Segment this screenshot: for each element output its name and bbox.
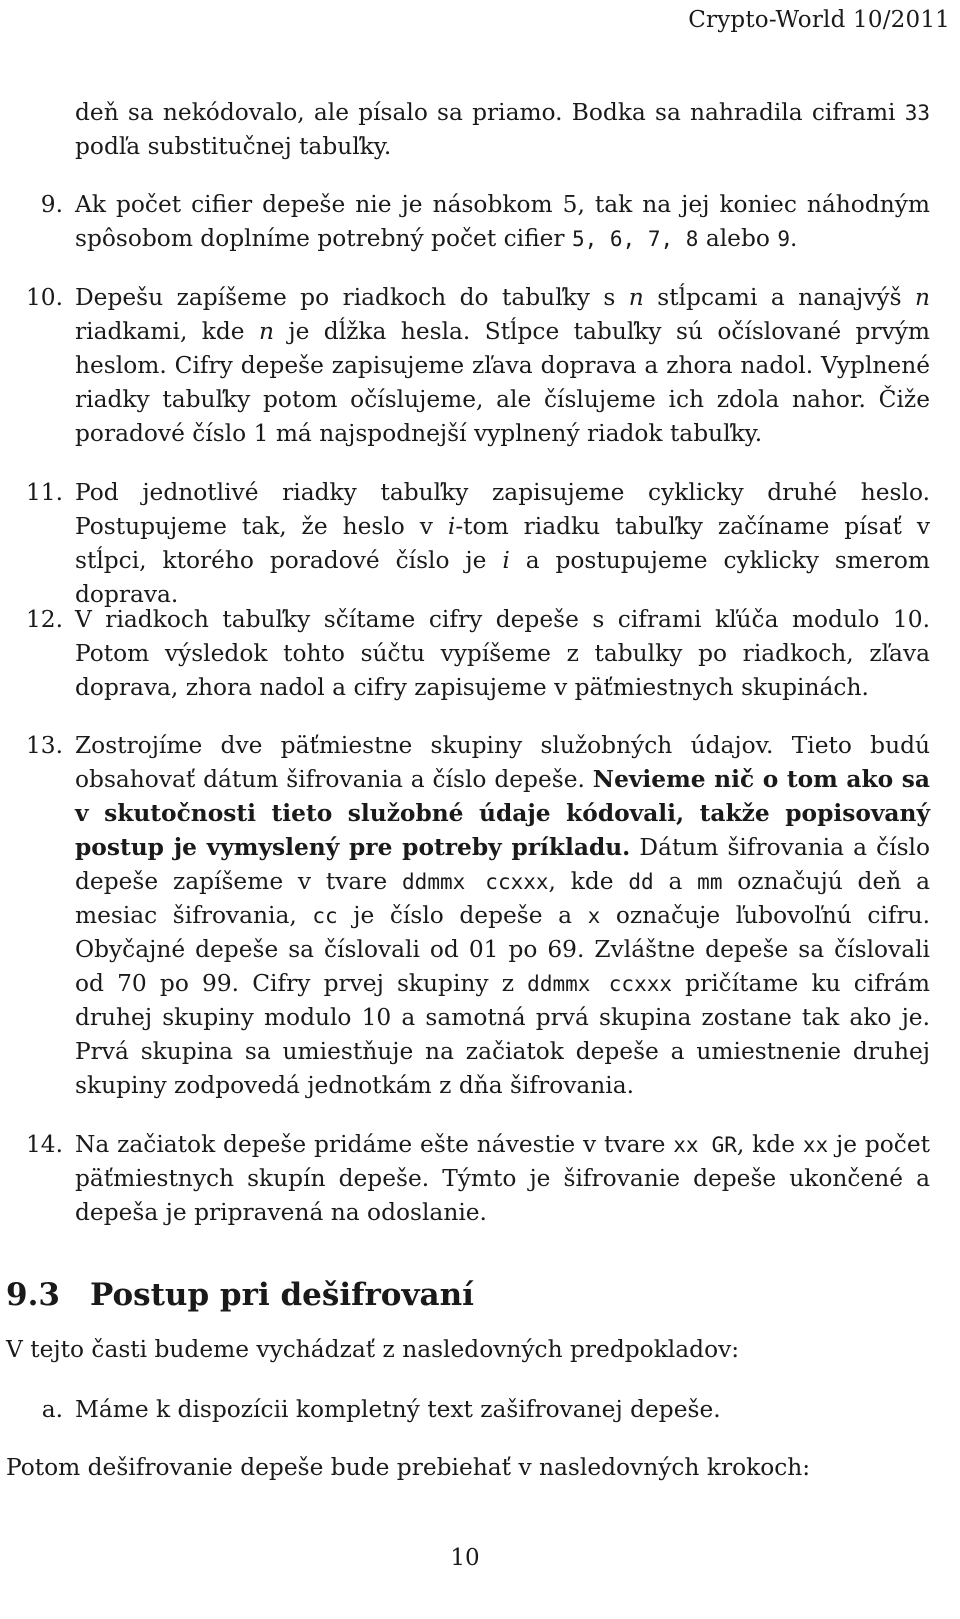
text-run: pričítame ku cifrám druhej skupiny modulo 10 a samotná prvá skupina zostane tak ako je. Prvá skupina sa umiestňuje na začiatok depeše a umiestnenie druhej skupiny zodpovedá jednotkám z dňa šifrovania. xyxy=(75,970,930,1099)
text-run: Depešu zapíšeme po riadkoch do tabuľky s xyxy=(75,284,629,311)
text-run: , kde xyxy=(736,1131,803,1158)
text-run: riadkami, kde xyxy=(75,318,259,345)
text-run: stĺpcami a nanajvýš xyxy=(643,284,915,311)
item-number: 12. xyxy=(25,606,63,633)
text-run: . xyxy=(789,225,798,252)
continuation-code: 33 xyxy=(904,101,930,125)
code-run: cc xyxy=(312,904,338,928)
code-run: xx xyxy=(802,1133,829,1157)
item-text xyxy=(75,1128,930,1230)
text-run: a xyxy=(653,868,698,895)
page-number: 10 xyxy=(450,1545,480,1571)
item-text: Máme k dispozícii kompletný text zašifrovanej depeše. xyxy=(75,1396,721,1423)
continuation-paragraph xyxy=(75,96,930,164)
code-run: x xyxy=(587,904,601,928)
code-run: ddmmx ccxxx xyxy=(402,870,549,894)
code-run: 5, 6, 7, 8 xyxy=(571,227,699,251)
continuation-text-end: podľa substitučnej tabuľky. xyxy=(75,133,392,160)
text-run: je dĺžka hesla. Stĺpce tabuľky sú očíslované prvým heslom. Cifry depeše zapisujeme zľava doprava a zhora nadol. Vyplnené riadky tabuľky potom očíslujeme, ale číslujeme ich zdola nahor. Čiže poradové číslo 1 má najspodnejší vyplnený riadok tabuľky. xyxy=(75,318,930,447)
math-var: n xyxy=(628,284,644,311)
item-number: 10. xyxy=(25,284,63,311)
bold-run: Nevieme nič o tom ako sa v skutočnosti tieto služobné údaje kódovali, takže popisovaný postup je vymyslený pre potreby príkladu. xyxy=(75,766,930,861)
code-run: ddmmx ccxxx xyxy=(527,972,673,996)
code-run: 9 xyxy=(777,227,790,251)
math-var: n xyxy=(914,284,930,311)
code-run: mm xyxy=(697,870,723,894)
section-number: 9.3 xyxy=(6,1277,60,1313)
text-run: Pod jednotlivé riadky tabuľky zapisujeme cyklicky druhé heslo. Postupujeme tak, že heslo v xyxy=(75,479,930,540)
intro-paragraph: V tejto časti budeme vychádzať z nasledovných predpokladov: xyxy=(6,1336,740,1363)
math-var: i xyxy=(502,547,510,574)
text-run: je počet päťmiestnych skupín depeše. Týmto je šifrovanie depeše ukončené a depeša je pripravená na odoslanie. xyxy=(75,1131,931,1226)
text-run: Ak počet cifier depeše nie je násobkom 5, tak na jej koniec náhodným spôsobom doplníme potrebný počet cifier xyxy=(75,191,930,252)
text-run: alebo xyxy=(698,225,778,252)
closing-paragraph: Potom dešifrovanie depeše bude prebiehať v nasledovných krokoch: xyxy=(6,1454,811,1481)
item-label: a. xyxy=(41,1396,63,1423)
item-text: V riadkoch tabuľky sčítame cifry depeše s ciframi kľúča modulo 10. Potom výsledok tohto súčtu vypíšeme z tabulky po riadkoch, zľava doprava, zhora nadol a cifry zapisujeme v päťmiestnych skupinách. xyxy=(75,606,930,701)
text-run: Na začiatok depeše pridáme ešte návestie v tvare xyxy=(75,1131,674,1158)
text-run: , kde xyxy=(548,868,629,895)
text-run: a postupujeme cyklicky smerom doprava. xyxy=(75,547,930,608)
text-run: Zostrojíme dve päťmiestne skupiny služobných údajov. Tieto budú obsahovať dátum šifrovania a číslo depeše. xyxy=(75,732,930,793)
item-number: 13. xyxy=(25,732,63,759)
math-var: n xyxy=(258,318,274,345)
item-text xyxy=(75,476,930,612)
item-number: 9. xyxy=(40,191,63,218)
code-run: dd xyxy=(628,870,654,894)
math-var: i xyxy=(447,513,456,540)
item-number: 14. xyxy=(25,1131,63,1158)
text-run: Dátum šifrovania a číslo depeše zapíšeme v tvare xyxy=(75,834,931,895)
text-run: -tom riadku tabuľky začíname písať v stĺpci, ktorého poradové číslo je xyxy=(75,513,930,574)
item-text xyxy=(75,729,930,1103)
code-run: xx GR xyxy=(673,1133,737,1157)
text-run: označujú deň a mesiac šifrovania, xyxy=(75,868,930,929)
running-header: Crypto-World 10/2011 xyxy=(688,7,950,33)
section-heading xyxy=(6,1275,474,1315)
item-text xyxy=(75,188,930,256)
item-number: 11. xyxy=(25,479,63,506)
item-text xyxy=(75,281,930,451)
section-title: Postup pri dešifrovaní xyxy=(90,1277,474,1313)
text-run: označuje ľubovoľnú cifru. Obyčajné depeše sa číslovali od 01 po 69. Zvláštne depeše sa číslovali od 70 po 99. Cifry prvej skupiny z xyxy=(75,902,930,997)
continuation-text: deň sa nekódovalo, ale písalo sa priamo. Bodka sa nahradila ciframi xyxy=(75,99,905,126)
text-run: je číslo depeše a xyxy=(337,902,588,929)
